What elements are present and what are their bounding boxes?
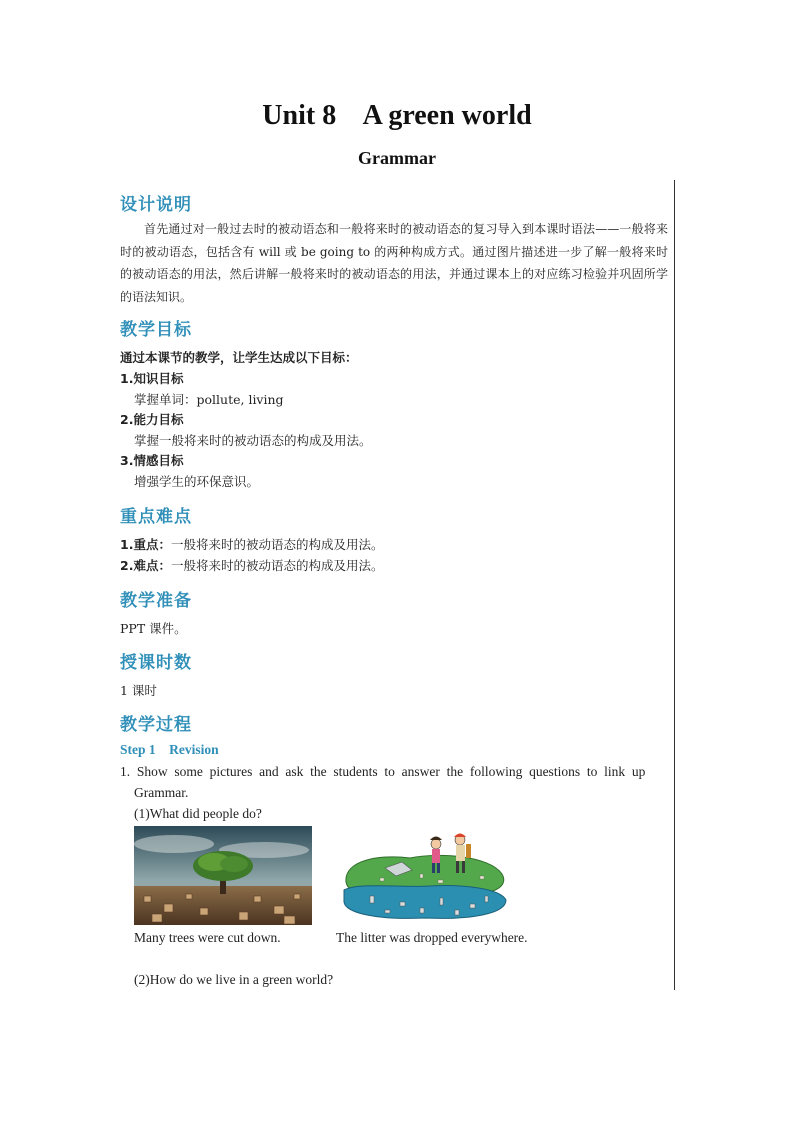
goal-label-1: 1.知识目标: [120, 371, 184, 386]
key-point-1-text: 一般将来时的被动语态的构成及用法。: [170, 537, 384, 552]
step1-heading: Step 1 Revision: [120, 742, 219, 757]
heading-prep: 教学准备: [120, 591, 192, 611]
tree-stumps-image: [134, 826, 312, 925]
key-point-2: [120, 556, 383, 574]
goals-intro: 通过本课节的教学，让学生达成以下目标：: [120, 350, 358, 365]
heading-process: 教学过程: [120, 715, 192, 735]
caption-litter: The litter was dropped everywhere.: [336, 930, 528, 945]
margin-rule: [674, 180, 675, 990]
key-point-1-label: 1.重点：: [120, 537, 171, 552]
key-point-2-label: 2.难点：: [120, 558, 171, 573]
heading-hours: 授课时数: [120, 653, 192, 673]
question-2: (2)How do we live in a green world?: [134, 972, 334, 987]
page-title: Unit 8 A green world: [262, 100, 532, 131]
key-point-1: [120, 535, 383, 553]
goal-text-3: 增强学生的环保意识。: [134, 474, 260, 489]
goal-text-1: 掌握单词：pollute, living: [134, 392, 284, 407]
heading-key-points: 重点难点: [120, 507, 192, 527]
item1-line2: Grammar.: [134, 785, 189, 800]
key-point-2-text: 一般将来时的被动语态的构成及用法。: [170, 558, 384, 573]
heading-design: 设计说明: [120, 195, 192, 215]
prep-text: PPT 课件。: [120, 621, 187, 636]
item1-line1: 1. Show some pictures and ask the students to answer the following questions to link up: [120, 764, 646, 779]
heading-goals: 教学目标: [120, 320, 192, 340]
design-body: 首先通过对一般过去时的被动语态和一般将来时的被动语态的复习导入到本课时语法——一般将来时的被动语态，包括含有 will 或 be going to 的两种构成方式。通过图片描述进一步了解一般将来时的被动语态的用法，然后讲解一般将来时的被动语态的用法，并通过课本上的对应练习检验并巩固所学的语法知识。: [120, 222, 668, 304]
question-1: (1)What did people do?: [134, 806, 262, 821]
page-subtitle: Grammar: [358, 148, 436, 168]
goal-label-3: 3.情感目标: [120, 453, 184, 468]
caption-trees: Many trees were cut down.: [134, 930, 281, 945]
hours-text: 1 课时: [120, 683, 157, 698]
goal-text-2: 掌握一般将来时的被动语态的构成及用法。: [134, 433, 372, 448]
litter-island-image: [340, 830, 510, 922]
goal-label-2: 2.能力目标: [120, 412, 184, 427]
